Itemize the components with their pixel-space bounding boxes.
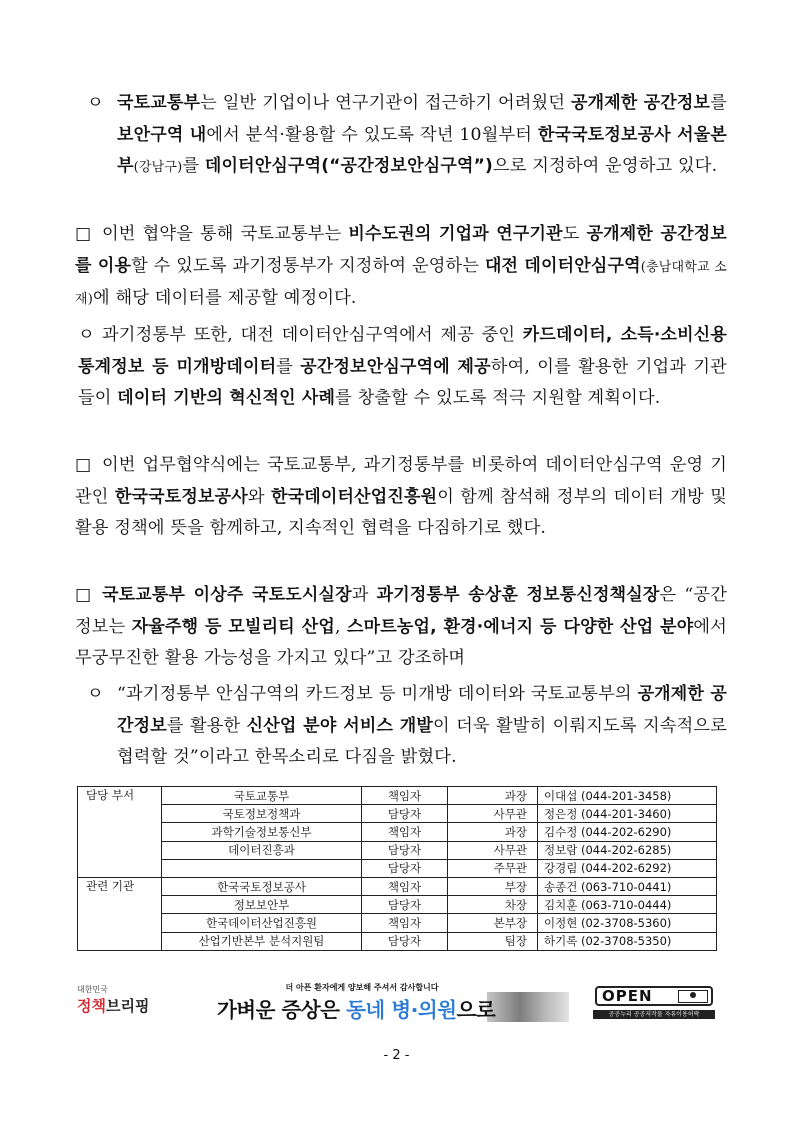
bold-text: 카드데이터, 소득·소비신용통계정보 등 미개방데이터 (78, 325, 727, 377)
circle-bullet: ㅇ (87, 684, 104, 704)
contact-cell: 정보람 (044-202-6285) (538, 841, 717, 859)
text-run: 에서 분석·활용할 수 있도록 작년 10월부터 (206, 124, 538, 145)
text-run: 과 (351, 585, 377, 605)
position-cell: 차장 (448, 896, 538, 914)
paragraph-4 (75, 450, 727, 545)
role-cell: 담당자 (362, 841, 448, 859)
open-license-caption: 공공누리 공공저작물 자유이용허락 (593, 1010, 715, 1019)
small-note: (강남구) (133, 160, 183, 175)
contacts-table (77, 786, 717, 951)
bold-text: 한국국토정보공사 (114, 486, 248, 507)
dept-label: 담당 부서 (78, 787, 162, 805)
bold-text: 국토교통부 (117, 93, 201, 113)
text-run: 를 활용한 (166, 715, 247, 736)
bold-text: 대전 데이터안심구역 (484, 255, 641, 276)
role-cell: 담당자 (362, 932, 448, 950)
text-run: , (334, 616, 347, 637)
table-row (78, 823, 717, 841)
logo-small-text: 대한민국 (77, 985, 108, 994)
text-run: 를 (710, 93, 727, 113)
text-run: 은 “공간정보는 (75, 585, 727, 637)
text-run: “과기정통부 안심구역의 카드정보 등 미개방 데이터와 국토교통부의 (117, 684, 638, 704)
paragraph-text (75, 219, 727, 316)
bold-text: 한국국토정보공사 서울본부 (117, 124, 727, 176)
bold-text: 한국데이터산업진흥원 (270, 486, 438, 507)
square-bullet: □ (75, 585, 92, 605)
contact-cell: 이정현 (02-3708-5360) (538, 914, 717, 932)
table-row (78, 896, 717, 914)
position-cell: 주무관 (448, 859, 538, 877)
table-row (78, 859, 717, 877)
bold-text: 보안구역 내 (117, 124, 207, 145)
org-cell: 한국국토정보공사 (162, 877, 362, 895)
text-run: 는 일반 기업이나 연구기관이 접근하기 어려웠던 (200, 93, 571, 113)
paragraph-6 (87, 679, 727, 774)
text-run: 도 (562, 224, 587, 244)
circle-bullet: ㅇ (87, 93, 104, 113)
campaign-subtitle: 더 아픈 환자에게 양보해 주셔서 감사합니다 (285, 983, 439, 992)
org-cell: 데이터진흥과 (162, 841, 362, 859)
table-row (78, 914, 717, 932)
text-run: 할 수 있도록 과기정통부가 지정하여 운영하는 (131, 255, 485, 276)
text-run: 이번 업무협약식에는 국토교통부, 과기정통부를 비롯하여 데이터안심구역 운영 기관인 (75, 455, 727, 507)
table-row (78, 805, 717, 823)
contact-cell: 강경림 (044-202-6292) (538, 859, 717, 877)
contact-cell: 김치훈 (063-710-0444) (538, 896, 717, 914)
position-cell: 사무관 (448, 805, 538, 823)
page-number: - 2 - (383, 1048, 410, 1063)
bold-text: 과기정통부 송상훈 정보통신정책실장 (376, 585, 660, 605)
paragraph-text (75, 450, 727, 545)
org-cell: 과학기술정보통신부 (162, 823, 362, 841)
contact-cell: 김수정 (044-202-6290) (538, 823, 717, 841)
bold-text: 공간정보안심구역에 제공 (300, 356, 491, 377)
paragraph-1 (87, 88, 727, 184)
role-cell: 책임자 (362, 787, 448, 805)
text-run: 이번 협약을 통해 국토교통부는 (102, 224, 349, 244)
text-run: 를 창출할 수 있도록 적극 지원할 계획이다. (335, 388, 661, 408)
position-cell: 부장 (448, 877, 538, 895)
table-row (78, 877, 717, 895)
paragraph-text (87, 88, 727, 184)
org-cell: 한국데이터산업진흥원 (162, 914, 362, 932)
open-license-icon: OPEN (595, 986, 713, 1006)
bold-text: 국토교통부 이상주 국토도시실장 (102, 585, 352, 605)
contact-cell: 송종건 (063-710-0441) (538, 877, 717, 895)
org-cell (162, 859, 362, 877)
text-run: 으로 지정하여 운영하고 있다. (492, 156, 718, 176)
bold-text: 스마트농업, 환경·에너지 등 다양한 산업 분야 (346, 616, 694, 637)
bold-text: 데이터 기반의 혁신적인 사례 (117, 388, 336, 408)
paragraph-text (78, 320, 727, 415)
role-cell: 책임자 (362, 823, 448, 841)
bold-text: 공개제한 공간정보를 이용 (75, 224, 727, 276)
attribution-icon (678, 990, 708, 1003)
position-cell: 팀장 (448, 932, 538, 950)
role-cell: 담당자 (362, 896, 448, 914)
campaign-slogan: 가벼운 증상은 동네 병·의원으로 (217, 998, 496, 1022)
table-row (78, 841, 717, 859)
paragraph-text (75, 580, 727, 675)
org-cell: 산업기반본부 분석지원팀 (162, 932, 362, 950)
text-run: 이 더욱 활발히 이뤄지도록 지속적으로 협력할 것”이라고 한목소리로 다짐을 밝혔다. (117, 715, 727, 767)
contact-cell: 이대섭 (044-201-3458) (538, 787, 717, 805)
org-cell: 국토정보정책과 (162, 805, 362, 823)
campaign-banner (217, 982, 577, 1022)
role-cell: 책임자 (362, 914, 448, 932)
position-cell: 본부장 (448, 914, 538, 932)
text-run: 에 해당 데이터를 제공할 예정이다. (93, 288, 357, 308)
table-row (78, 932, 717, 950)
small-note: (충남대학교 소재) (75, 259, 728, 307)
contact-cell: 하기록 (02-3708-5350) (538, 932, 717, 950)
logo-text: 정책브리핑 (77, 997, 150, 1015)
square-bullet: □ (75, 224, 92, 244)
role-cell: 담당자 (362, 805, 448, 823)
text-run: 하여, 이를 활용한 기업과 기관들이 (78, 356, 727, 408)
circle-bullet: ㅇ (78, 325, 95, 345)
footer-banner (77, 982, 717, 1022)
text-run: 이 함께 참석해 정부의 데이터 개방 및 활용 정책에 뜻을 함께하고, 지속적인 협력을 다짐하기로 했다. (75, 486, 727, 538)
role-cell: 담당자 (362, 859, 448, 877)
text-run: 를 (276, 356, 301, 377)
bold-text: 자율주행 등 모빌리티 산업 (131, 616, 335, 637)
bold-text: 신산업 분야 서비스 개발 (246, 715, 434, 736)
role-cell: 책임자 (362, 877, 448, 895)
paragraph-text (87, 679, 727, 774)
bold-text: 데이터안심구역(“공간정보안심구역”) (204, 156, 493, 176)
campaign-image (487, 992, 569, 1022)
policy-briefing-logo (77, 984, 157, 1020)
paragraph-2 (75, 219, 727, 316)
related-label: 관련 기관 (78, 877, 162, 895)
position-cell: 과장 (448, 787, 538, 805)
table-row (78, 787, 717, 805)
text-run: 과기정통부 또한, 대전 데이터안심구역에서 제공 중인 (102, 325, 523, 345)
bold-text: 공개제한 공간정보 (570, 93, 711, 113)
text-run: 와 (247, 486, 271, 507)
paragraph-5 (75, 580, 727, 675)
org-cell: 국토교통부 (162, 787, 362, 805)
org-cell: 정보보안부 (162, 896, 362, 914)
square-bullet: □ (75, 455, 92, 475)
text-run: 에서 무궁무진한 활용 가능성을 가지고 있다”고 강조하며 (75, 616, 728, 668)
bold-text: 비수도권의 기업과 연구기관 (348, 224, 563, 244)
bold-text: 공개제한 공간정보 (117, 684, 727, 736)
position-cell: 사무관 (448, 841, 538, 859)
contact-cell: 정은정 (044-201-3460) (538, 805, 717, 823)
position-cell: 과장 (448, 823, 538, 841)
text-run: 를 (182, 156, 205, 176)
paragraph-3 (78, 320, 727, 415)
kogl-open-badge (591, 984, 717, 1020)
